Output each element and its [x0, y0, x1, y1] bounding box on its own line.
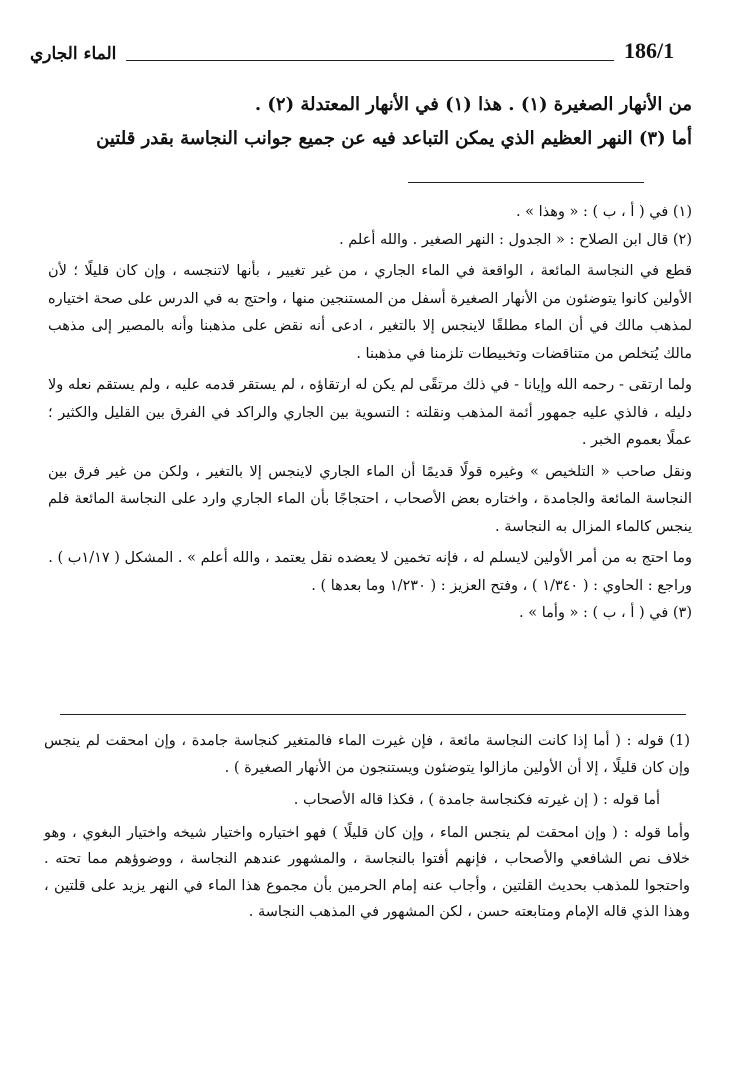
footnote: (٣) في ( أ ، ب ) : « وأما » . [519, 605, 692, 621]
commentary-paragraph: أما قوله : ( إن غيرته فكنجاسة جامدة ) ، فكذا قاله الأصحاب . [293, 792, 660, 808]
footnote: (٢) قال ابن الصلاح : « الجدول : النهر الصغير . والله أعلم . [339, 231, 692, 248]
main-line: أما (٣) النهر العظيم الذي يمكن التباعد فيه عن جميع جوانب النجاسة بقدر قلتين [96, 128, 692, 149]
commentary-paragraph: (1) قوله : ( أما إذا كانت النجاسة مائعة ، فإن غيرت الماء فالمتغير كنجاسة جامدة ، وإن امحقت لم ينجس وإن كان قليلًا ، إلا أن الأولين مازالوا يتوضئون ويستنجون من الأنهار الصغيرة ) . [44, 733, 690, 776]
footnote: (١) في ( أ ، ب ) : « وهذا » . [515, 204, 692, 220]
footnote-paragraph: ونقل صاحب « التلخيص » وغيره قولًا قديمًا أن الماء الجاري لاينجس إلا بالتغير ، ولكن من غير فرق بين النجاسة المائعة والجامدة ، واختاره بعض الأصحاب ، احتجاجًا بأن الماء الجاري وارد على النجاسة المائعة فلم ينجس كالماء المزال به النجاسة . [48, 463, 692, 535]
main-text [52, 88, 692, 156]
page-number: 186/1 [624, 38, 675, 63]
header-rule [126, 60, 614, 61]
commentary-separator [60, 714, 686, 715]
footnote-separator [408, 182, 644, 183]
commentary-paragraph: وأما قوله : ( وإن امحقت لم ينجس الماء ، وإن كان قليلًا ) فهو اختياره واختيار شيخه واختيار البغوي ، وهو خلاف نص الشافعي والأصحاب ، فإنهم أفتوا بالنجاسة ، والمشهور عندهم النجاسة ، ووضوؤهم مما تحته . واحتجوا للمذهب بحديث القلتين ، وأجاب عنه إمام الحرمين بأن مجموع هذا الماء في النهر يزيد على قلتين ، وهذا الذي قاله الإمام ومتابعته حسن ، لكن المشهور في المذهب النجاسة . [44, 824, 690, 920]
footnote-paragraph: وما احتج به من أمر الأولين لايسلم له ، فإنه تخمين لا يعضده نقل يعتمد ، والله أعلم » . المشكل ( ١/١٧ب ) . [48, 550, 692, 566]
commentary [44, 728, 690, 926]
footnotes [48, 199, 692, 628]
footnote-paragraph: قطع في النجاسة المائعة ، الواقعة في الماء الجاري ، من غير تغيير ، بأنها لاتنجسه ، وإن كان قليلًا ؛ لأن الأولين كانوا يتوضئون من الأنهار الصغيرة أسفل من المستنجين منها ، واحتج به في الدرس على صحة اختياره لمذهب مالك في أن الماء مطلقًا لاينجس إلا بالتغير ، ادعى أنه نقض على مذهبنا وأنه بالمصير إلى مذهب مالك يُتخلص من متناقضات وتخبيطات تلزمنا في مذهبنا . [48, 263, 692, 362]
page-header [30, 38, 690, 74]
footnote-reference: وراجع : الحاوي : ( ١/٣٤٠ ) ، وفتح العزيز : ( ١/٢٣٠ وما بعدها ) . [311, 577, 692, 594]
running-title: الماء الجاري [30, 44, 117, 64]
main-line: من الأنهار الصغيرة (١) . هذا (١) في الأنهار المعتدلة (٢) . [254, 94, 692, 115]
footnote-paragraph: ولما ارتقى - رحمه الله وإيانا - في ذلك مرتقًى لم يكن له ارتقاؤه ، لم يستقر قدمه عليه ، ولم يستقم نعله ولا دليله ، فالذي عليه جمهور أئمة المذهب ونقلته : التسوية بين الجاري والراكد في الفرق بين القليل والكثير ؛ عملًا بعموم الخبر . [48, 377, 692, 448]
